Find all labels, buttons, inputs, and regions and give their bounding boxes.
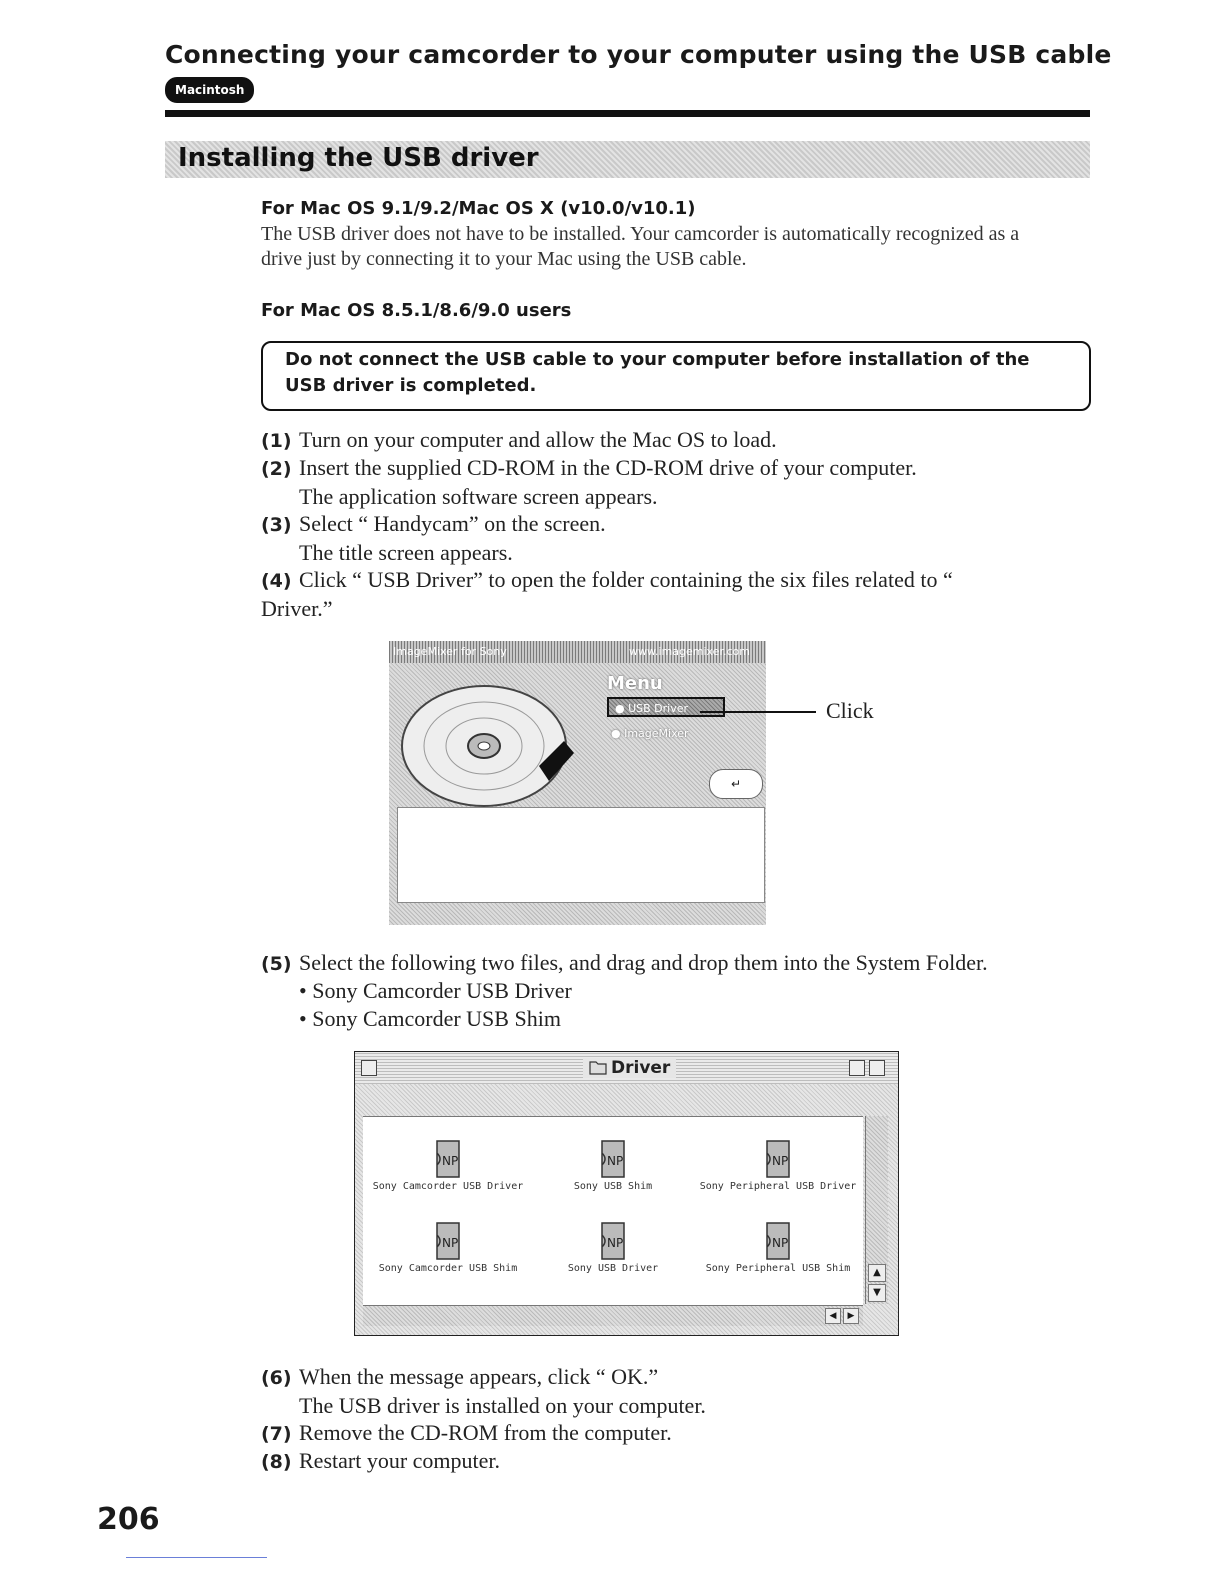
step-text: Restart your computer. — [299, 1448, 501, 1473]
vertical-scrollbar[interactable] — [865, 1116, 888, 1304]
page-header-title: Connecting your camcorder to your computer using the USB cable — [165, 40, 1112, 69]
zoom-box-icon[interactable] — [849, 1060, 865, 1076]
step-4 — [261, 566, 1021, 623]
mac-osx-body: The USB driver does not have to be installed. Your camcorder is automatically recognized as a drive just by connecting it to your Mac using the USB cable. — [261, 223, 1020, 270]
step-3 — [261, 510, 1091, 567]
file-item[interactable] — [693, 1139, 863, 1192]
imagemixer-url: www.imagemixer.com — [629, 645, 750, 658]
scroll-up-arrow-icon[interactable]: ▲ — [868, 1264, 886, 1282]
step-5 — [261, 949, 1091, 978]
svg-text:NP: NP — [772, 1154, 789, 1168]
step-text: Insert the supplied CD-ROM in the CD-ROM drive of your computer. — [299, 455, 917, 480]
file-label: Sony USB Driver — [567, 1263, 659, 1274]
bullet-item: • Sony Camcorder USB Driver — [299, 978, 572, 1003]
menu-title: Menu — [607, 673, 663, 694]
section-title: Installing the USB driver — [178, 143, 539, 173]
footer-rule — [126, 1557, 267, 1558]
step-text: Select “ Handycam” on the screen. — [299, 511, 606, 536]
step-number: (2) — [261, 458, 292, 480]
collapse-box-icon[interactable] — [869, 1060, 885, 1076]
file-label: Sony Camcorder USB Shim — [378, 1263, 518, 1274]
step-8 — [261, 1447, 1091, 1476]
file-label: Sony Peripheral USB Shim — [705, 1263, 851, 1274]
extension-file-icon — [431, 1221, 465, 1261]
step-note: The title screen appears. — [299, 540, 513, 565]
scroll-right-arrow-icon[interactable]: ▶ — [843, 1308, 859, 1324]
extension-file-icon — [761, 1139, 795, 1179]
window-titlebar[interactable] — [355, 1052, 898, 1084]
mac-os85-heading: For Mac OS 8.5.1/8.6/9.0 users — [261, 300, 572, 321]
step-text: Remove the CD-ROM from the computer. — [299, 1420, 672, 1445]
svg-text:NP: NP — [442, 1236, 459, 1250]
step-text: Click “ USB Driver” to open the folder containing the six files related to “ Driver.” — [261, 567, 953, 621]
step-text: Select the following two files, and drag and drop them into the System Folder. — [299, 950, 988, 975]
step-number: (7) — [261, 1423, 292, 1445]
step-7 — [261, 1419, 1091, 1448]
file-item[interactable] — [528, 1221, 698, 1274]
imagemixer-screenshot — [389, 641, 766, 925]
step-note: The USB driver is installed on your computer. — [299, 1393, 706, 1418]
file-item[interactable] — [363, 1139, 533, 1192]
header-rule — [165, 110, 1090, 117]
cd-rom-icon — [399, 671, 599, 821]
file-label: Sony Camcorder USB Driver — [372, 1181, 524, 1192]
driver-folder-window — [354, 1051, 899, 1336]
warning-text: Do not connect the USB cable to your computer before installation of the USB driver is completed. — [285, 349, 1030, 396]
imagemixer-title: ImageMixer for Sony — [393, 645, 507, 658]
imagemixer-titlebar — [389, 641, 766, 663]
macintosh-badge: Macintosh — [165, 77, 254, 103]
file-label: Sony Peripheral USB Driver — [699, 1181, 857, 1192]
step-number: (3) — [261, 514, 292, 536]
svg-text:NP: NP — [607, 1154, 624, 1168]
file-item[interactable] — [528, 1139, 698, 1192]
step-number: (6) — [261, 1367, 292, 1389]
extension-file-icon — [596, 1221, 630, 1261]
step-number: (1) — [261, 430, 292, 452]
step-2 — [261, 454, 1091, 511]
callout-click-label: Click — [826, 698, 874, 723]
step-number: (8) — [261, 1451, 292, 1473]
extension-file-icon — [431, 1139, 465, 1179]
scroll-left-arrow-icon[interactable]: ◀ — [825, 1308, 841, 1324]
svg-text:NP: NP — [442, 1154, 459, 1168]
extension-file-icon — [761, 1221, 795, 1261]
mac-osx-heading: For Mac OS 9.1/9.2/Mac OS X (v10.0/v10.1) — [261, 198, 696, 219]
extension-file-icon — [596, 1139, 630, 1179]
callout-line — [700, 711, 816, 713]
scroll-down-arrow-icon[interactable]: ▼ — [868, 1284, 886, 1302]
description-panel — [397, 807, 765, 903]
file-label: Sony USB Shim — [573, 1181, 653, 1192]
folder-content — [363, 1116, 863, 1305]
step-number: (5) — [261, 953, 292, 975]
window-title — [583, 1058, 676, 1078]
bullet-item: • Sony Camcorder USB Shim — [299, 1006, 561, 1031]
imagemixer-option[interactable]: ● ImageMixer — [611, 727, 689, 740]
step-6 — [261, 1363, 1091, 1420]
window-title-text: Driver — [611, 1058, 671, 1078]
page-number: 206 — [97, 1502, 160, 1537]
return-button[interactable]: ↵ — [709, 769, 763, 799]
file-item[interactable] — [363, 1221, 533, 1274]
svg-text:NP: NP — [772, 1236, 789, 1250]
step-number: (4) — [261, 570, 292, 592]
usb-driver-button[interactable]: ● USB Driver — [607, 697, 725, 717]
step-note: The application software screen appears. — [299, 484, 658, 509]
horizontal-scrollbar[interactable] — [363, 1305, 863, 1326]
close-box-icon[interactable] — [361, 1060, 377, 1076]
step-text: Turn on your computer and allow the Mac OS to load. — [299, 427, 777, 452]
svg-text:NP: NP — [607, 1236, 624, 1250]
step-text: When the message appears, click “ OK.” — [299, 1364, 659, 1389]
step-1 — [261, 426, 1091, 455]
folder-icon — [589, 1059, 607, 1075]
file-item[interactable] — [693, 1221, 863, 1274]
